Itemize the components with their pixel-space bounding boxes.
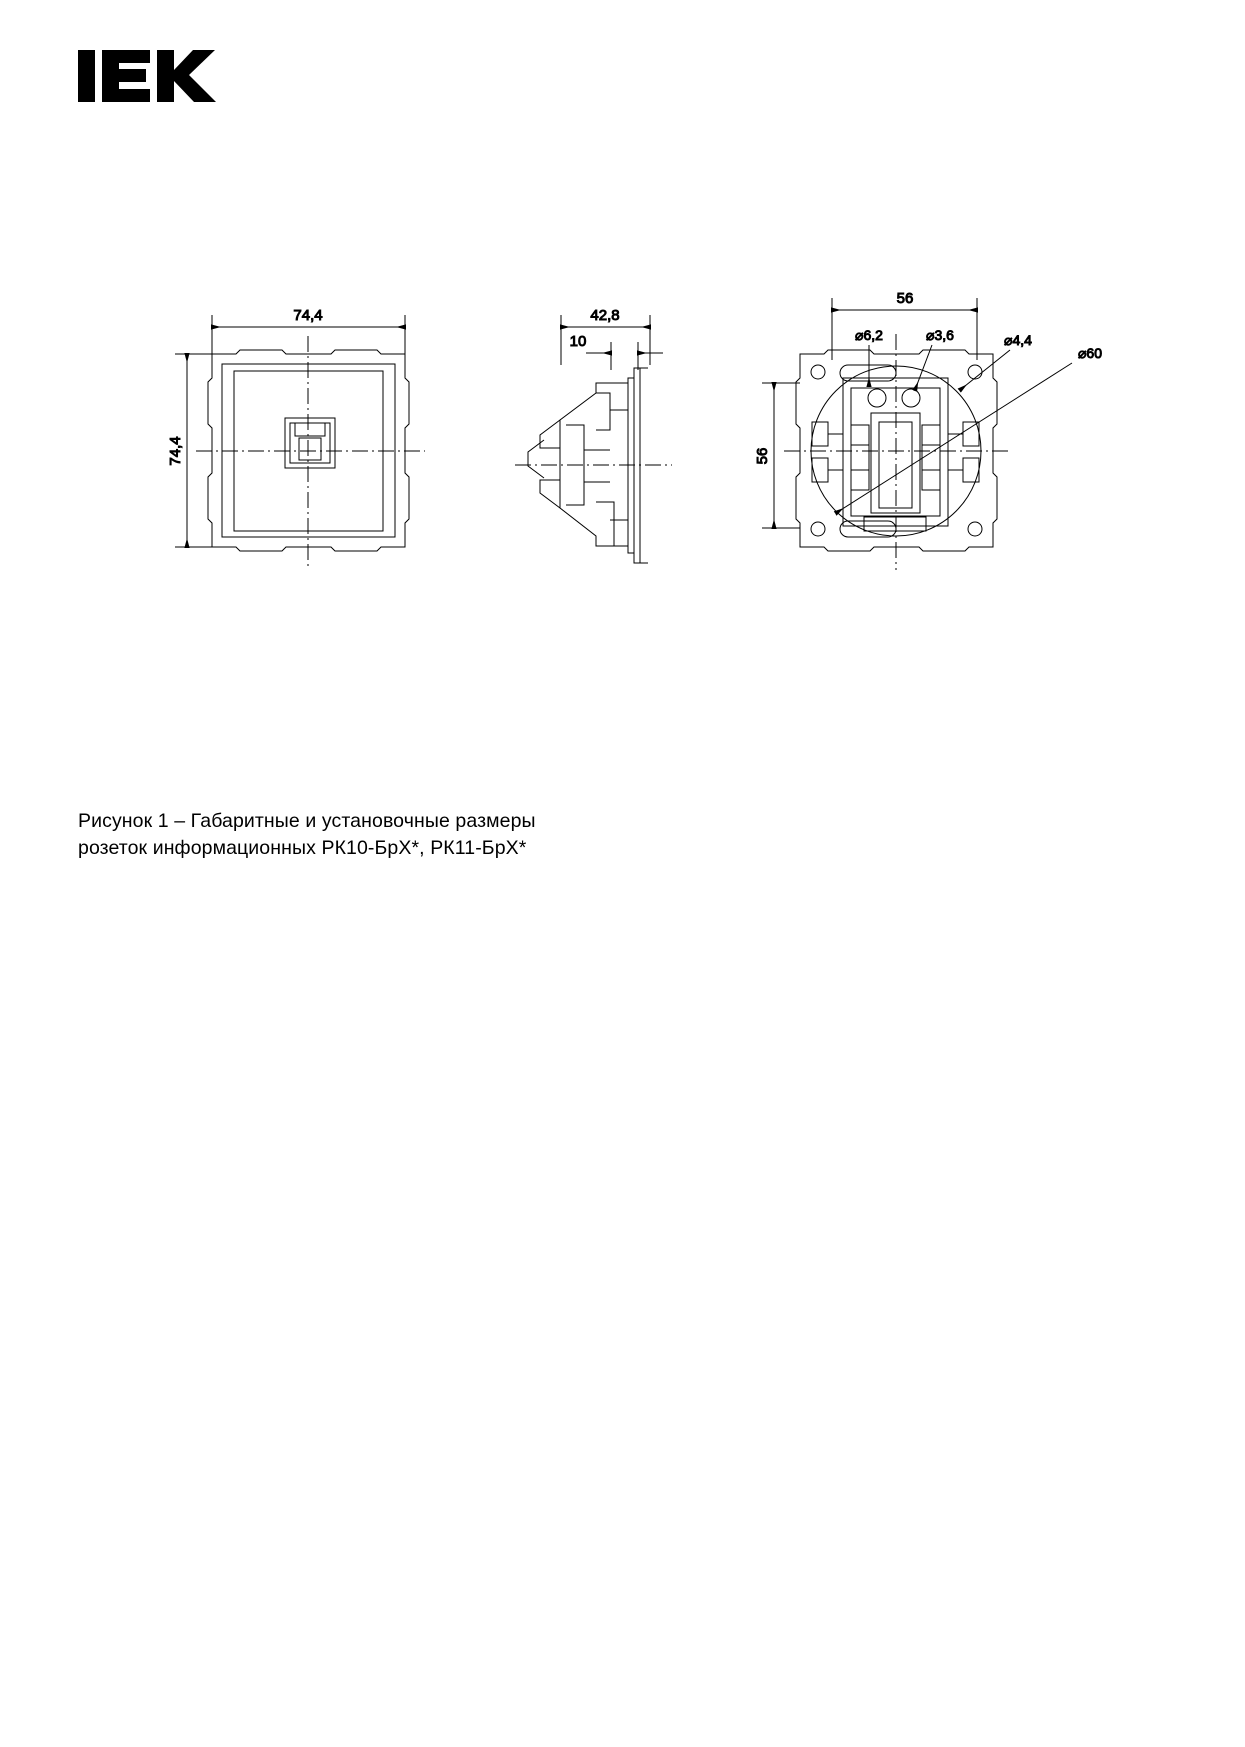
iek-logo [78,44,218,106]
rear-dia-36-label [926,327,954,343]
dia-symbol-4: ⌀ [1077,345,1087,361]
dia-44-value: 4,4 [1012,332,1032,348]
front-height-label: 74,4 [167,436,184,466]
dia-symbol-3: ⌀ [1004,332,1013,348]
rear-height-dimension [754,383,800,528]
dia-symbol-1: ⌀ [855,327,864,343]
rear-width-label: 56 [896,290,914,307]
front-width-dimension [212,307,405,360]
side-flange-label: 10 [569,333,587,350]
dia-symbol-2: ⌀ [926,327,935,343]
figure-caption-line-2: розеток информационных РК10-БрХ*, РК11-БрХ* [78,837,527,859]
dia-36-value: 3,6 [934,327,954,343]
dia-60-value: 60 [1086,345,1103,361]
rear-dia-44-label [1004,332,1032,348]
technical-drawing [0,270,1245,600]
front-width-label: 74,4 [293,307,323,324]
rear-dia-62-label [855,327,883,343]
rear-dia-60-label [1078,345,1102,361]
front-view [167,307,425,570]
figure-caption-line-1: Рисунок 1 – Габаритные и установочные размеры [78,810,536,832]
side-depth-label: 42,8 [590,307,620,324]
side-flange-dimension [570,333,663,370]
figure-caption [78,808,778,862]
side-view [515,307,672,563]
dia-62-value: 6,2 [863,327,883,343]
drawing-svg [0,270,1245,600]
rear-height-label: 56 [754,447,771,465]
rear-view [754,290,1102,570]
front-height-dimension [167,354,222,547]
iek-logo-mark [78,44,218,106]
